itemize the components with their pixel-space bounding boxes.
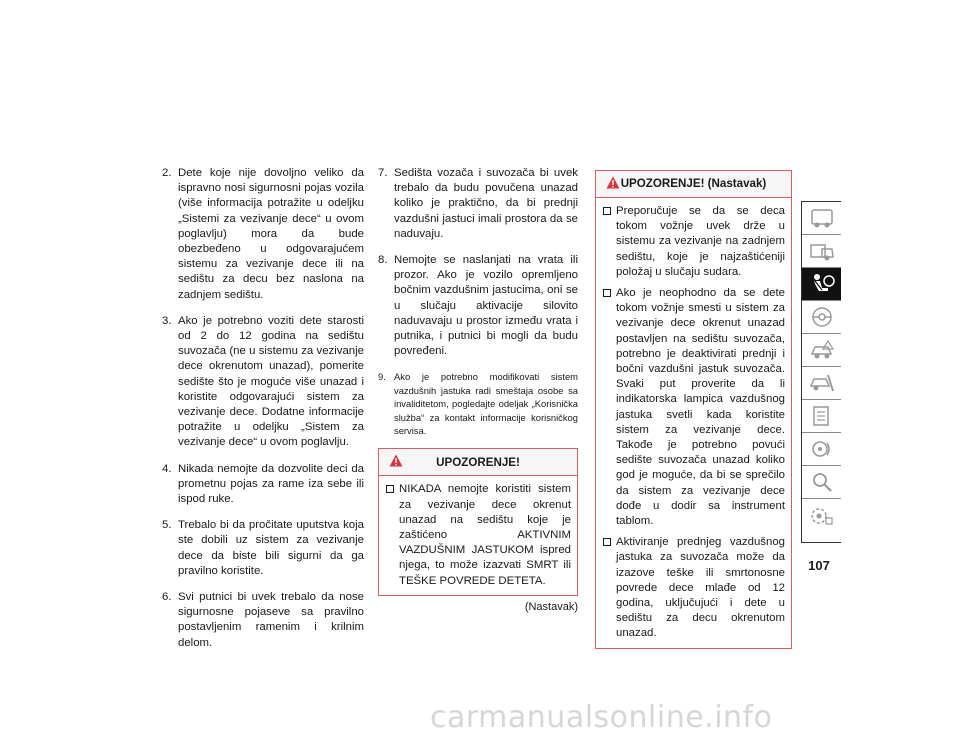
multimedia-icon [808, 437, 836, 461]
bullet-box-icon [603, 207, 611, 215]
bullet-box-icon [603, 289, 611, 297]
list-item: 4. Nikada nemojte da dozvolite deci da prometnu pojas za rame iza sebe ili ispod ruke. [162, 462, 364, 506]
warning-header [379, 449, 577, 476]
continued-label: (Nastavak) [524, 600, 578, 613]
search-index-icon [808, 470, 836, 494]
list-item: 7. Sedišta vozača i suvozača bi uvek trebalo da budu povučena unazad koliko je praktično, da bi prednji vazdušni jastuci imali prostora da se naduvaju. [378, 167, 578, 240]
warning-triangle-icon [389, 454, 403, 467]
maintenance-list-icon [808, 404, 836, 428]
warning-item: Preporučuje se da se deca tokom vožnje uvek drže u sistemu za vezivanje na zadnjem sedištu, koje je najzaštićeniji položaj u slučaju sudara. [600, 204, 785, 280]
warning-light-car-icon [808, 338, 836, 362]
car-service-icon [808, 371, 836, 395]
tab-specifications[interactable] [802, 400, 841, 433]
bullet-box-icon [386, 485, 394, 493]
warning-triangle-icon [606, 176, 620, 189]
safety-airbag-icon [808, 272, 836, 296]
warning-item: Ako je neophodno da se dete tokom vožnje smesti u sistem za vezivanje dece okrenut unazad postavljen na sedištu suvozača, potrebno je deaktivirati prednji i bočni vazdušni jastuk suvozača. Svaki put proverite da li indikatorska lampica vazdušnog jastuka svetli kada koristite sistem za vezivanje dece. Takođe je potrebno povući sedište suvozača unazad koliko god je moguće, da bi se sprečilo da sistem za vezivanje dece dođe u dodir sa instrument tablom. [600, 286, 785, 529]
list-item: 2. Dete koje nije dovoljno veliko da ispravno nosi sigurnosni pojas vozila (više informacija potražite u odeljku „Sistemi za vezivanje dece“ u ovom poglavlju) mora da bude obezbeđeno u odgovarajućem sistemu za vezivanje dece ili na sedištu za decu bez naslona na zadnjem sedištu. [162, 167, 364, 301]
page-number: 107 [808, 558, 830, 573]
bullet-box-icon [603, 538, 611, 546]
middle-column [378, 166, 578, 615]
warning-item: Aktiviranje prednjeg vazdušnog jastuka za suvozača može da izazove teške ili smrtonosne povrede dece mlađe od 12 godina, uključujući i dete u sedištu za decu okrenutom unazad. [600, 535, 785, 641]
chapter-tabs [801, 201, 841, 543]
list-item: 5. Trebalo bi da pročitate uputstva koja ste dobili uz sistem za vezivanje dece da biste bili sigurni da ga pravilno koristite. [162, 519, 364, 577]
warning-title: UPOZORENJE! [436, 455, 520, 469]
left-column [162, 166, 364, 662]
steering-wheel-icon [808, 305, 836, 329]
list-item: 6. Svi putnici bi uvek trebalo da nose sigurnosne pojaseve sa pravilno postavljenim ramenim i krilnim delom. [162, 591, 364, 649]
tab-getting-to-know[interactable] [802, 235, 841, 268]
tab-emergency[interactable] [802, 334, 841, 367]
car-manual-icon [808, 239, 836, 263]
watermark-footer: carmanualsonline.info [430, 700, 773, 735]
tab-servicing[interactable] [802, 367, 841, 400]
right-column [595, 166, 792, 649]
warning-box-continued [595, 170, 792, 649]
warning-item: NIKADA nemojte koristiti sistem za vezivanje dece okrenut unazad na sedištu koje je zaštićeno AKTIVNIM VAZDUŠNIM JASTUKOM ispred njega, to može izazvati SMRT ili TEŠKE POVREDE DETETA. [383, 482, 571, 588]
warning-box [378, 448, 578, 595]
warning-header [596, 171, 791, 198]
warning-body [379, 476, 577, 594]
warning-body [596, 198, 791, 648]
list-item: 9. Ako je potrebno modifikovati sistem vazdušnih jastuka radi smeštaja osobe sa invaliditetom, pogledajte odeljak „Korisnička služba“ za kontakt informacije korisničkog servisa. [378, 371, 578, 437]
language-settings-icon [808, 504, 836, 528]
tab-starting-operating[interactable] [802, 301, 841, 334]
list-item: 8. Nemojte se naslanjati na vrata ili prozor. Ako je vozilo opremljeno bočnim vazdušnim jastucima, oni se u slučaju aktivacije silovito naduvavaju u prostor između vrata i putnika, i putnici bi mogli da budu povređeni. [378, 254, 578, 358]
tab-safety[interactable] [802, 268, 841, 301]
list-item: 3. Ako je potrebno voziti dete starosti od 2 do 12 godina na sedištu suvozača (ne u sistemu za vezivanje dece okrenutom unazad), pomerite sedište što je moguće više unazad i koristite odgovarajući sistem za vezivanje dece. Dodatne informacije potražite u odeljku „Sistem za vezivanje dece“ u ovom poglavlju. [162, 314, 364, 449]
tab-languages[interactable] [802, 499, 841, 532]
tab-index[interactable] [802, 466, 841, 499]
tab-multimedia[interactable] [802, 433, 841, 466]
tab-introduction[interactable] [802, 202, 841, 235]
warning-title: UPOZORENJE! (Nastavak) [620, 177, 767, 191]
car-intro-icon [808, 206, 836, 230]
